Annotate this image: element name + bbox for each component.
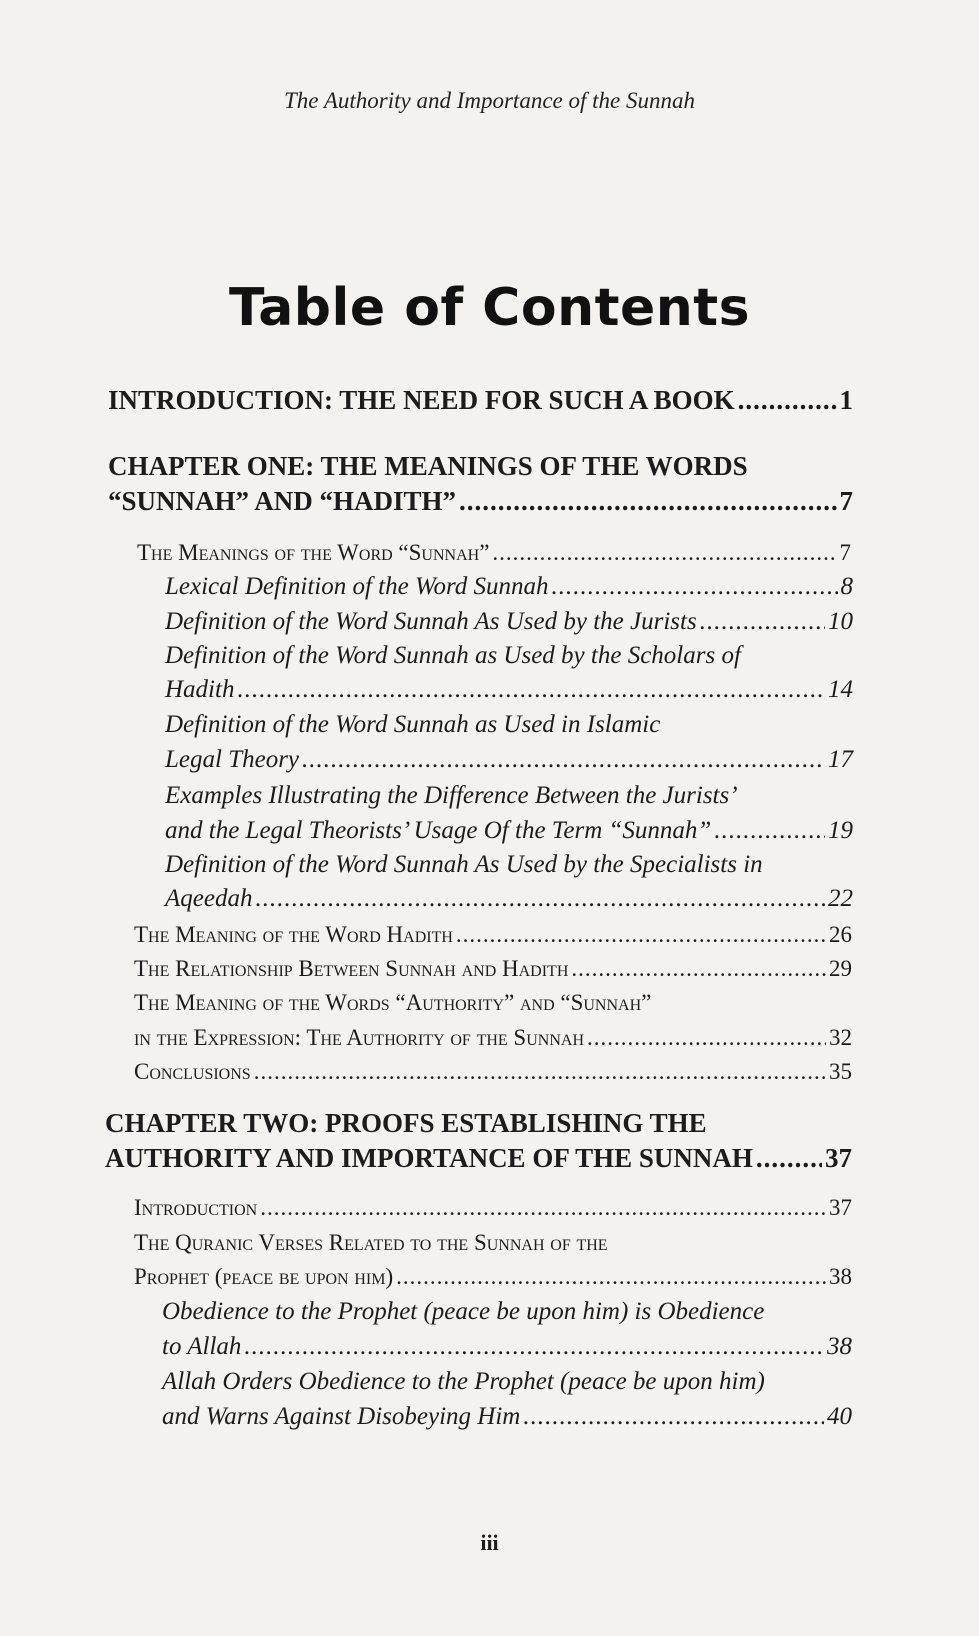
dot-leader — [260, 1195, 826, 1221]
toc-entry-authority-words — [134, 1025, 852, 1051]
dot-leader — [459, 486, 836, 517]
dot-leader — [302, 746, 825, 774]
dot-leader — [244, 1333, 824, 1361]
toc-entry-label: The Meanings of the Word “Sunnah” — [137, 540, 490, 565]
toc-page-number: 8 — [840, 573, 853, 600]
dot-leader — [237, 676, 825, 704]
toc-entry-label: Definition of the Word Sunnah As Used by the Jurists — [165, 608, 697, 635]
toc-page-number: 32 — [829, 1025, 852, 1050]
dot-leader — [492, 540, 836, 566]
toc-entry-hadith-scholars-line1: Definition of the Word Sunnah as Used by the Scholars of — [165, 642, 741, 669]
toc-entry-label: Legal Theory — [165, 746, 300, 773]
toc-page-number: 14 — [828, 676, 853, 703]
toc-page-number: 22 — [828, 885, 853, 912]
toc-page-number: 10 — [828, 608, 853, 635]
toc-page-number: 37 — [829, 1195, 852, 1220]
dot-leader — [396, 1264, 826, 1290]
page-title: Table of Contents — [228, 278, 751, 338]
toc-entry-meaning-of-hadith — [134, 922, 852, 948]
toc-entry-quranic-verses — [134, 1264, 852, 1290]
toc-entry-lexical-definition — [165, 573, 853, 601]
dot-leader — [714, 817, 825, 845]
toc-entry-relationship — [134, 956, 852, 982]
toc-entry-label: The Meaning of the Word Hadith — [134, 922, 453, 947]
toc-page-number: 17 — [828, 746, 853, 773]
toc-page-number: 1 — [839, 385, 853, 415]
toc-entry-label: INTRODUCTION: THE NEED FOR SUCH A BOOK — [108, 385, 735, 415]
toc-entry-chapter-two — [105, 1143, 852, 1174]
toc-entry-introduction — [108, 385, 853, 416]
toc-entry-hadith-scholars — [165, 676, 853, 704]
toc-entry-introduction-ch2 — [134, 1195, 852, 1221]
toc-entry-label: in the Expression: The Authority of the Sunnah — [134, 1025, 584, 1050]
dot-leader — [523, 1403, 824, 1431]
dot-leader — [552, 573, 838, 601]
toc-entry-allah-orders-line1: Allah Orders Obedience to the Prophet (peace be upon him) — [162, 1368, 765, 1395]
toc-entry-conclusions — [134, 1059, 852, 1085]
toc-entry-meanings-of-sunnah — [137, 540, 851, 566]
toc-entry-label: Hadith — [165, 676, 235, 703]
toc-page-number: 38 — [827, 1333, 852, 1360]
page-number: iii — [480, 1530, 499, 1555]
dot-leader — [700, 608, 825, 636]
toc-entry-label: Lexical Definition of the Word Sunnah — [165, 573, 549, 600]
toc-entry-label: Aqeedah — [165, 885, 253, 912]
toc-entry-aqeedah-line1: Definition of the Word Sunnah As Used by the Specialists in — [165, 851, 763, 878]
toc-entry-label: AUTHORITY AND IMPORTANCE OF THE SUNNAH — [105, 1143, 753, 1173]
toc-entry-label: and Warns Against Disobeying Him — [162, 1403, 521, 1430]
toc-page-number: 19 — [828, 817, 853, 844]
toc-entry-legal-theory-line1: Definition of the Word Sunnah as Used in Islamic — [165, 711, 661, 738]
toc-entry-obedience-line1: Obedience to the Prophet (peace be upon him) is Obedience — [162, 1298, 765, 1325]
toc-page-number: 35 — [829, 1059, 852, 1084]
toc-page-number: 37 — [825, 1143, 852, 1173]
toc-entry-label: Introduction — [134, 1195, 258, 1220]
toc-entry-label: Prophet (peace be upon him) — [134, 1264, 394, 1289]
dot-leader — [255, 885, 825, 913]
toc-entry-examples — [165, 817, 853, 845]
dot-leader — [456, 922, 826, 948]
toc-entry-chapter-one-line1: CHAPTER ONE: THE MEANINGS OF THE WORDS — [108, 451, 748, 481]
toc-entry-jurists-definition — [165, 608, 853, 636]
toc-entry-aqeedah — [165, 885, 853, 913]
dot-leader — [756, 1143, 822, 1174]
toc-entry-label: Conclusions — [134, 1059, 251, 1084]
toc-entry-label: to Allah — [162, 1333, 242, 1360]
toc-entry-quranic-verses-line1: The Quranic Verses Related to the Sunnah of the — [134, 1230, 608, 1255]
toc-entry-chapter-two-line1: CHAPTER TWO: PROOFS ESTABLISHING THE — [105, 1108, 707, 1138]
dot-leader — [254, 1059, 826, 1085]
toc-page-number: 29 — [829, 956, 852, 981]
toc-page-number: 40 — [827, 1403, 852, 1430]
toc-page-number: 26 — [829, 922, 852, 947]
toc-entry-examples-line1: Examples Illustrating the Difference Between the Jurists’ — [165, 782, 738, 809]
toc-entry-label: and the Legal Theorists’ Usage Of the Term “Sunnah” — [165, 817, 712, 844]
toc-entry-legal-theory — [165, 746, 853, 774]
toc-page-number: 38 — [829, 1264, 852, 1289]
toc-page-number: 7 — [839, 486, 853, 516]
dot-leader — [571, 956, 826, 982]
toc-entry-chapter-one — [108, 486, 853, 517]
toc-entry-obedience — [162, 1333, 852, 1361]
toc-page-number: 7 — [839, 540, 851, 565]
toc-entry-label: “SUNNAH” AND “HADITH” — [108, 486, 457, 516]
dot-leader — [738, 385, 837, 416]
toc-entry-authority-words-line1: The Meaning of the Words “Authority” and “Sunnah” — [134, 990, 652, 1015]
toc-entry-label: The Relationship Between Sunnah and Hadith — [134, 956, 569, 981]
toc-entry-allah-orders — [162, 1403, 852, 1431]
running-head: The Authority and Importance of the Sunnah — [284, 88, 695, 113]
dot-leader — [587, 1025, 826, 1051]
